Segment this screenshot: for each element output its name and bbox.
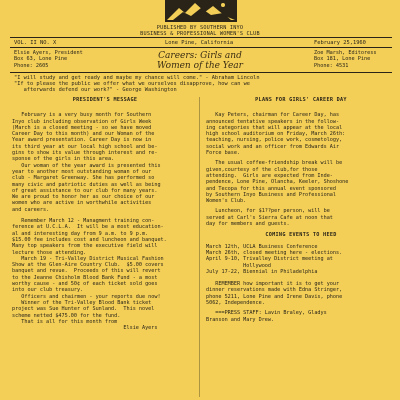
- signature: Elsie Ayers: [12, 325, 158, 332]
- event-item: April 9-10, Trivalley District meeting at Hollywood: [206, 256, 333, 269]
- career-day-title: PLANS FOR GIRLS' CAREER DAY: [255, 97, 347, 103]
- reservations-note: REMEMBER how important it is to get your dinner reservations made with Edna Stringer, phone 5211, Lone Pine and Irene Davis, phone 5062, Independence.: [206, 281, 343, 307]
- event-item: March 12th, UCLA Business Conference: [206, 243, 318, 250]
- masthead-rule-bottom: [10, 47, 392, 48]
- event-item: March 26th, closed meeting here - elections.: [206, 249, 343, 256]
- president-phone: Phone: 2605: [14, 62, 49, 69]
- publisher-line-1: PUBLISHED BY SOUTHERN INYO: [156, 25, 244, 31]
- left-paragraph: March 19 - Tri-Valley District Musical Fashion Show at the Glen-Aire Country Club. $5.00 covers banquet and revue. Proceeds of this will revert to the Jeanne Chisholm Blood Bank Fund - a most worthy cause - and 50¢ of each ticket sold goes into our club treasury.: [12, 255, 164, 294]
- right-paragraph: Luncheon, for $1??per person, will be served at Carl's Sierra Cafe at noon that day for members and guests.: [206, 208, 333, 228]
- event-item: July 17-22, Biennial in Philadelphia: [206, 268, 318, 275]
- theme-line-2: Women of the Year: [157, 61, 243, 71]
- washington-quote: "If to please the public we offer what we ourselves disapprove, how can we afterwards defend our work?" - George Washington: [14, 81, 250, 94]
- president-contact: [14, 50, 83, 69]
- header-rule: [10, 72, 392, 73]
- left-paragraph: Remember March 12 - Managment training con- ference at U.C.L.A. It will be a most education- al and interesting day from 9 a.m. to 9 p.m. $15.00 fee includes cost and luncheon and banquet. Many top speakers from the executive field will lecture those attending.: [12, 218, 167, 256]
- issue-theme: [110, 51, 290, 71]
- career-day-plans: [206, 97, 396, 323]
- location: Lone Pine, California: [165, 40, 234, 46]
- mountain-logo: [165, 0, 237, 22]
- editor-phone: Phone: 4531: [314, 62, 349, 69]
- masthead-rule-top: [10, 37, 392, 38]
- right-paragraph: Kay Peters, chairman for Career Day, has announced tentative speakers in the follow- ing categories that will appear at the local high school auditorium on Friday, March 26th: teaching, nursing, police work, cosmetology, social work and an officer from Edwards Air Force base.: [206, 112, 346, 157]
- president-box: Box 63, Lone Pine: [14, 56, 68, 63]
- coming-events-title: COMING EVENTS TO HEED: [265, 232, 337, 239]
- president-name: Elsie Ayers, President: [14, 50, 83, 56]
- issue-date: February 25,1960: [314, 40, 366, 46]
- press-staff: ===PRESS STAFF: Lavin Braley, Gladys Branson and Mary Drew.: [206, 310, 327, 323]
- presidents-message: [12, 97, 198, 331]
- publisher-line-2: BUSINESS & PROFESSIONAL WOMEN'S CLUB: [140, 31, 260, 37]
- editor-contact: [314, 50, 376, 69]
- editor-name: Zoe Marsh, Editoress: [314, 50, 377, 56]
- theme-line-1: Careers: Girls and: [158, 51, 242, 61]
- volume-number: VOL. II NO. X: [14, 40, 57, 46]
- lincoln-quote: "I will study and get ready and maybe my chance will come." - Abraham Lincoln: [14, 75, 260, 81]
- right-paragraph: The usual coffee-friendship break will be given,courtesy of the club,for those attending. Girls are expected from Inde- pendence, Lone Pine, Olancha, Keeler, Shoshone and Tecopa for this annual event sponsored by Southern Inyo Business and Professional Women's Club.: [206, 160, 349, 205]
- left-paragraph: February is a very busy month for Southern Inyo club including observation of Girls Week (March is a closed meeting - so we have moved Career Day to this month) and our Woman of the Year award presentation. Career Day is now in its third year at our local high school and be- gins to show its value through interest and re- sponse of the girls in this area.: [12, 112, 158, 163]
- column-divider: [199, 97, 200, 397]
- left-paragraph: Officers and chairmen - your reports due now! Winner of the Tri-Valley Blood Bank ticket project was Sue Hunter of Sunland. This novel scheme netted $475.00 for the fund. That is all for this month from: [12, 293, 161, 325]
- editor-box: Box 181, Lone Pine: [314, 56, 371, 63]
- left-paragraph: Our woman of the year award is presented this year to another most outstanding woman of our club - Margaret Greenway. She has performed so many civic and patriotic duties as well as being of great assistance to our club for many years. We are proud to honor her as our choice of our women who are active in worthwhile activities and careers.: [12, 162, 161, 213]
- presidents-message-title: PRESIDENT'S MESSAGE: [72, 97, 138, 103]
